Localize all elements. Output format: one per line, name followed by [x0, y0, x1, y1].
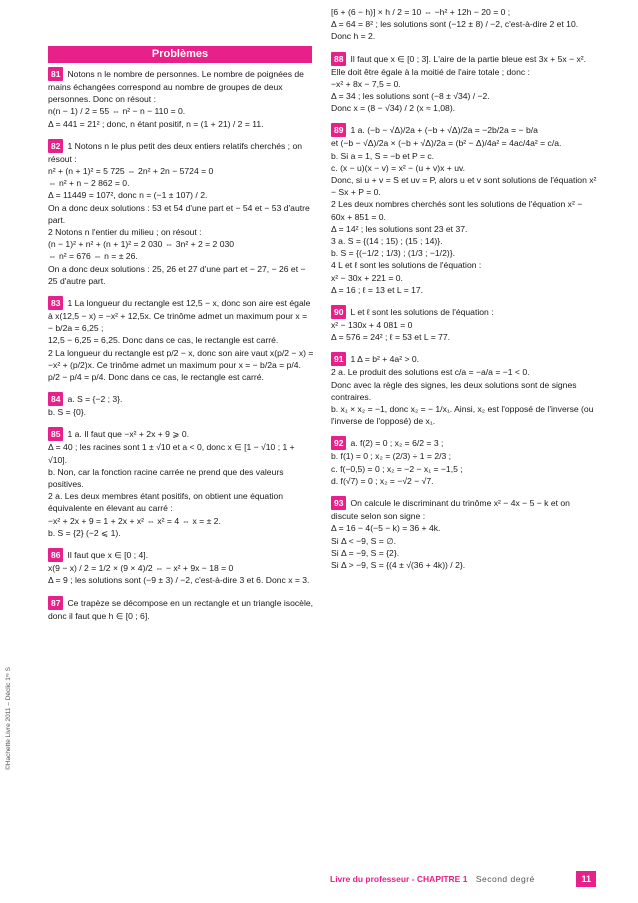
exercise-text: 1 Δ = b² + 4a² > 0. — [350, 354, 420, 365]
exercise-text: Si Δ > −9, S = {(4 ± √(36 + 4k)) / 2}. — [331, 559, 466, 570]
exercise-line — [331, 535, 597, 547]
exercise-line — [48, 118, 314, 130]
exercise-line — [331, 123, 597, 137]
section-title: Problèmes — [48, 46, 312, 63]
exercise-line — [48, 226, 314, 238]
exercise-text: Donc, si u + v = S et uv = P, alors u et v sont solutions de l'équation x² − Sx + P = 0. — [331, 175, 597, 198]
exercise-text: 3 a. S = {(14 ; 15) ; (15 ; 14)}. — [331, 236, 443, 247]
exercise-text: Δ = 576 = 24² ; ℓ = 53 et L = 77. — [331, 332, 451, 343]
exercise-line — [331, 223, 597, 235]
exercise-line — [331, 436, 597, 450]
exercise-number: 93 — [331, 496, 346, 510]
exercise-line — [48, 574, 314, 586]
exercise-number: 90 — [331, 305, 346, 319]
exercise-text: 1 a. (−b − √Δ)/2a + (−b + √Δ)/2a = −2b/2a = − b/a — [350, 125, 538, 136]
exercise-text: 1 Notons n le plus petit des deux entiers relatifs cherchés ; on résout : — [48, 140, 303, 164]
exercise-text: x(9 − x) / 2 = 1/2 × (9 × 4)/2 ⇔ − x² + 9x − 18 = 0 — [48, 563, 234, 574]
exercise-block — [331, 496, 597, 571]
exercise-block — [331, 52, 597, 115]
exercise-text: 2 La longueur du rectangle est p/2 − x, donc son aire vaut x(p/2 − x) = −x² + (p/2)x. Ce trinôme admet un maximum pour x = − b/2a = p/4. — [48, 347, 314, 370]
exercise-line — [48, 263, 314, 287]
exercise-block — [48, 392, 314, 418]
exercise-line — [48, 596, 314, 622]
exercise-line — [331, 366, 597, 378]
exercise-text: b. f(1) = 0 ; x₂ = (2/3) ÷ 1 = 2/3 ; — [331, 451, 452, 462]
exercise-text: Δ = 40 ; les racines sont 1 ± √10 et a < 0, donc x ∈ [1 − √10 ; 1 + √10]. — [48, 442, 295, 465]
exercise-text: Donc avec la règle des signes, les deux solutions sont de signes contraires. — [331, 379, 577, 402]
exercise-block — [48, 596, 314, 622]
exercise-line — [331, 352, 597, 366]
exercise-line — [48, 427, 314, 441]
exercise-text: Si Δ = −9, S = {2}. — [331, 547, 400, 558]
exercise-number: 91 — [331, 352, 346, 366]
exercise-line — [331, 78, 597, 90]
exercise-line — [331, 331, 597, 343]
exercise-text: Δ = 64 = 8² ; les solutions sont (−12 ± 8) / −2, c'est-à-dire 2 et 10. Donc h = 2. — [331, 19, 579, 42]
exercise-line — [331, 102, 597, 114]
exercise-number: 88 — [331, 52, 346, 66]
exercise-line — [331, 174, 597, 198]
exercise-line — [48, 527, 314, 539]
exercise-text: Elle doit être égale à la moitié de l'aire totale ; donc : — [331, 66, 530, 77]
exercise-text: [6 + (6 − h)] × h / 2 = 10 ⇔ −h² + 12h − 20 = 0 ; — [331, 7, 511, 17]
exercise-line — [331, 272, 597, 284]
exercise-text: 1 La longueur du rectangle est 12,5 − x, donc son aire est égale à x(12,5 − x) = −x² + 12,5x. Ce trinôme admet un maximum pour x = − b/2a = 6,25 ; — [48, 298, 311, 334]
exercise-number: 81 — [48, 67, 63, 81]
exercise-line — [48, 466, 314, 490]
exercise-text: −x² + 8x − 7,5 = 0. — [331, 78, 401, 89]
exercise-text: 1 a. Il faut que −x² + 2x + 9 ⩾ 0. — [67, 429, 190, 440]
exercise-line — [331, 18, 597, 42]
exercise-number: 82 — [48, 139, 63, 153]
exercise-line — [331, 90, 597, 102]
exercise-line — [331, 547, 597, 559]
exercise-line — [331, 137, 597, 149]
exercise-line — [331, 198, 597, 222]
exercise-text: Δ = 9 ; les solutions sont (−9 ± 3) / −2, c'est-à-dire 3 et 6. Donc x = 3. — [48, 575, 310, 586]
exercise-line — [48, 515, 314, 527]
exercise-text: Ce trapèze se décompose en un rectangle et un triangle isocèle, donc il faut que h ∈ [0 ; 6]. — [48, 597, 314, 621]
exercise-text: On a donc deux solutions : 53 et 54 d'une part et − 54 et − 53 d'autre part. — [48, 202, 310, 225]
exercise-line — [331, 66, 597, 78]
exercise-line — [48, 189, 314, 201]
exercise-text: p/2 − p/4 = p/4. Donc dans ce cas, le rectangle est carré. — [48, 372, 264, 383]
exercise-number: 86 — [48, 548, 63, 562]
exercise-text: c. f(−0,5) = 0 ; x₂ = −2 − x₁ = −1,5 ; — [331, 463, 463, 474]
exercise-text: 2 a. Les deux membres étant positifs, on obtient une équation équivalente en élevant au carré : — [48, 491, 284, 514]
exercise-text: a. f(2) = 0 ; x₂ = 6/2 = 3 ; — [350, 438, 444, 449]
exercise-text: Donc x = (8 − √34) / 2 (x ≈ 1,08). — [331, 103, 456, 114]
exercise-line — [48, 202, 314, 226]
exercise-line — [48, 67, 314, 105]
exercise-line — [331, 247, 597, 259]
footer-book-label: Livre du professeur - CHAPITRE 1 — [330, 874, 468, 884]
exercise-number: 85 — [48, 427, 63, 441]
exercise-text: b. S = {0}. — [48, 407, 86, 418]
exercise-block — [48, 427, 314, 539]
exercise-line — [331, 284, 597, 296]
exercise-line — [48, 441, 314, 465]
exercise-text: ⇔ n² + n − 2 862 = 0. — [48, 178, 130, 189]
left-column — [48, 67, 314, 631]
exercise-text: Δ = 16 − 4(−5 − k) = 36 + 4k. — [331, 523, 441, 534]
exercise-line — [48, 347, 314, 371]
exercise-text: Si Δ < −9, S = ∅. — [331, 535, 397, 546]
exercise-line — [48, 392, 314, 406]
exercise-text: Δ = 34 ; les solutions sont (−8 ± √34) / −2. — [331, 91, 490, 102]
exercise-line — [331, 6, 597, 18]
exercise-line — [48, 139, 314, 165]
exercise-text: Δ = 16 ; ℓ = 13 et L = 17. — [331, 284, 424, 295]
exercise-line — [331, 559, 597, 571]
exercise-text: Il faut que x ∈ [0 ; 4]. — [67, 550, 149, 561]
exercise-line — [48, 334, 314, 346]
exercise-text: x² − 130x + 4 081 = 0 — [331, 320, 413, 331]
exercise-number: 89 — [331, 123, 346, 137]
exercise-line — [48, 490, 314, 514]
exercise-block — [331, 436, 597, 487]
exercise-text: 2 Les deux nombres cherchés sont les solutions de l'équation x² − 60x + 851 = 0. — [331, 199, 583, 222]
exercise-line — [331, 379, 597, 403]
exercise-line — [331, 162, 597, 174]
exercise-line — [331, 463, 597, 475]
exercise-text: c. (x − u)(x − v) = x² − (u + v)x + uv. — [331, 162, 466, 173]
exercise-text: x² − 30x + 221 = 0. — [331, 272, 403, 283]
exercise-text: b. S = {(−1/2 ; 1/3) ; (1/3 ; −1/2)}. — [331, 248, 455, 259]
exercise-text: Δ = 441 = 21² ; donc, n étant positif, n = (1 + 21) / 2 = 11. — [48, 118, 264, 129]
exercise-text: d. f(√7) = 0 ; x₂ = −√2 − √7. — [331, 475, 434, 486]
exercise-text: b. x₁ × x₂ = −1, donc x₂ = − 1/x₁. Ainsi, x₂ est l'opposé de l'inverse (ou l'inverse de l'opposé) de x₁. — [331, 404, 594, 427]
exercise-line — [331, 259, 597, 271]
exercise-text: ⇔ n² = 676 ⇔ n = ± 26. — [48, 251, 138, 262]
exercise-text: (n − 1)² + n² + (n + 1)² = 2 030 ⇔ 3n² + 2 = 2 030 — [48, 239, 235, 250]
exercise-text: et (−b − √Δ)/2a × (−b + √Δ)/2a = (b² − Δ)/4a² = 4ac/4a² = c/a. — [331, 138, 562, 149]
exercise-line — [331, 235, 597, 247]
exercise-text: Il faut que x ∈ [0 ; 3]. L'aire de la partie bleue est 3x + 5x − x². — [350, 53, 587, 64]
exercise-number: 87 — [48, 596, 63, 610]
exercise-block — [48, 67, 314, 130]
footer-chapter-title: Second degré — [475, 874, 535, 884]
exercise-block — [331, 123, 597, 296]
page-number: 11 — [576, 871, 596, 887]
right-column — [331, 6, 597, 580]
exercise-text: b. Si a = 1, S = −b et P = c. — [331, 150, 435, 161]
exercise-number: 84 — [48, 392, 63, 406]
exercise-block — [331, 305, 597, 343]
exercise-text: n² + (n + 1)² = 5 725 ⇔ 2n² + 2n − 5724 = 0 — [48, 166, 214, 177]
exercise-text: On calcule le discriminant du trinôme x² − 4x − 5 − k et on discute selon son signe : — [331, 498, 570, 522]
exercise-line — [48, 250, 314, 262]
exercise-block — [48, 139, 314, 287]
exercise-text: L et ℓ sont les solutions de l'équation : — [350, 307, 494, 318]
exercise-text: 12,5 − 6,25 = 6,25. Donc dans ce cas, le rectangle est carré. — [48, 335, 279, 346]
exercise-line — [48, 105, 314, 117]
exercise-number: 92 — [331, 436, 346, 450]
exercise-text: Notons n le nombre de personnes. Le nombre de poignées de mains échangées correspond au nombre de groupes de deux personnes. Donc on résout : — [48, 69, 304, 105]
exercise-text: a. S = {−2 ; 3}. — [67, 394, 123, 405]
exercise-line — [48, 406, 314, 418]
copyright-sidebar: ©Hachette Livre 2011 – Déclic 1ʳᵉ S — [5, 667, 12, 770]
exercise-text: n(n − 1) / 2 = 55 ⇔ n² − n − 110 = 0. — [48, 106, 186, 117]
exercise-text: Δ = 11449 = 107², donc n = (−1 ± 107) / 2. — [48, 190, 208, 201]
exercise-line — [48, 371, 314, 383]
exercise-text: Δ = 14² ; les solutions sont 23 et 37. — [331, 223, 468, 234]
exercise-line — [48, 548, 314, 562]
exercise-text: 2 a. Le produit des solutions est c/a = −a/a = −1 < 0. — [331, 367, 530, 378]
exercise-text: On a donc deux solutions : 25, 26 et 27 d'une part et − 27, − 26 et − 25 d'autre part. — [48, 263, 306, 286]
page-footer — [330, 873, 600, 887]
exercise-line — [48, 296, 314, 334]
exercise-text: b. Non, car la fonction racine carrée ne prend que des valeurs positives. — [48, 466, 284, 490]
exercise-text: b. S = {2} (−2 ⩽ 1). — [48, 527, 121, 538]
exercise-line — [331, 522, 597, 534]
exercise-line — [48, 165, 314, 177]
exercise-line — [331, 403, 597, 427]
exercise-block — [48, 296, 314, 383]
exercise-line — [331, 496, 597, 522]
exercise-text: 2 Notons n l'entier du milieu ; on résout : — [48, 227, 202, 238]
exercise-line — [331, 150, 597, 162]
exercise-line — [48, 238, 314, 250]
exercise-line — [331, 475, 597, 487]
exercise-line — [331, 319, 597, 331]
exercise-line — [48, 562, 314, 574]
exercise-text: −x² + 2x + 9 = 1 + 2x + x² ⇔ x² = 4 ⇔ x = ± 2. — [48, 515, 221, 526]
exercise-line — [331, 305, 597, 319]
exercise-number: 83 — [48, 296, 63, 310]
exercise-block — [331, 6, 597, 43]
exercise-line — [331, 52, 597, 66]
exercise-block — [48, 548, 314, 586]
exercise-line — [331, 450, 597, 462]
exercise-line — [48, 177, 314, 189]
exercise-block — [331, 352, 597, 427]
exercise-text: 4 L et ℓ sont les solutions de l'équation : — [331, 260, 482, 271]
